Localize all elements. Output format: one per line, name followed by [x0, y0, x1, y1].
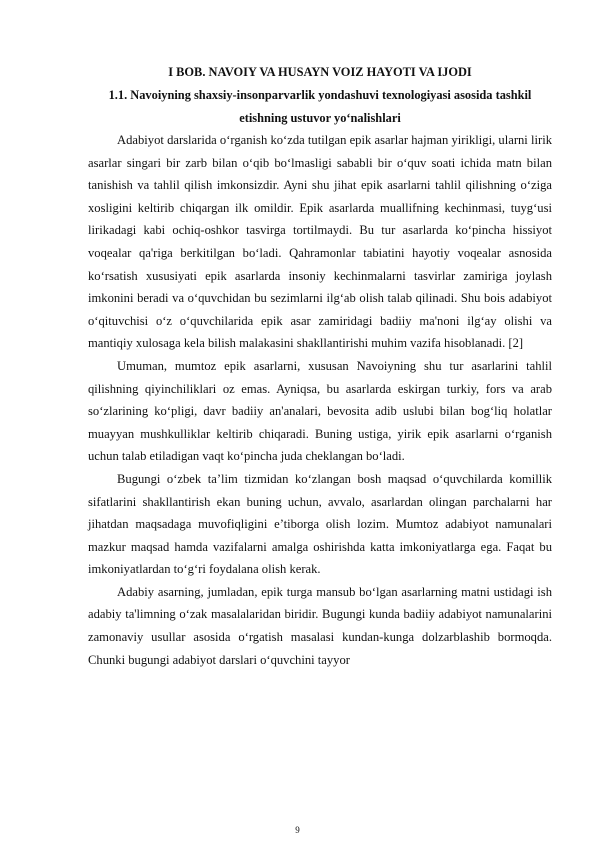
chapter-title: I BOB. NAVOIY VA HUSAYN VOIZ HAYOTI VA IJODI [168, 65, 472, 79]
page-body [88, 60, 552, 671]
section-title: 1.1. Navoiyning shaxsiy-insonparvarlik yondashuvi texnologiyasi asosida tashkil etishning ustuvor yo‘nalishlari [108, 88, 532, 125]
paragraph-1: Adabiyot darslarida o‘rganish ko‘zda tutilgan epik asarlar hajman yirikligi, ularni lirik asarlar singari bir zarb bilan o‘qib bo‘lmasligi sababli bir o‘quv soati ichida matn bilan tanishish va tahlil qilish imkonsizdir. Ayni shu jihat epik asarlarni tahlil qilishning o‘ziga xosligini keltirib chiqargan ilk omildir. Epik asarlarda muallifning kechinmasi, tuyg‘usi lirikadagi kabi ochiq-oshkor tasvirga tortilmaydi. Bu tur asarlarda ko‘pincha hissiyot voqealar qa'riga berkitilgan bo‘ladi. Qahramonlar tabiatini hayotiy voqealar asnosida ko‘rsatish xususiyati epik asarlarda insoniy kechinmalarni tasvirlar zamiriga joylash imkonini beradi va o‘quvchidan bu sezimlarni ilg‘ab olish talab qilinadi. Shu bois adabiyot o‘qituvchisi o‘z o‘quvchilarida epik asar zamiridagi badiiy ma'noni ilg‘ay olishi va mantiqiy xulosaga kela bilish malakasini shakllantirishi muhim vazifa hisoblanadi. [2] [88, 133, 552, 351]
paragraph-3: Bugungi o‘zbek ta’lim tizmidan ko‘zlangan bosh maqsad o‘quvchilarda komillik sifatlarini shakllantirish ekan buning uchun, avvalo, asarlardan olingan parchalarni har jihatdan maqsadaga muvofiqligini e’tiborga olish lozim. Mumtoz adabiyot namunalari mazkur maqsad hamda vazifalarni amalga oshirishda katta imkoniyatlarga ega. Faqat bu imkoniyatlardan to‘g‘ri foydalana olish kerak. [88, 471, 552, 577]
paragraph-2: Umuman, mumtoz epik asarlarni, xususan Navoiyning shu tur asarlarini tahlil qilishning qiyinchiliklari oz emas. Ayniqsa, bu asarlarda eskirgan turkiy, fors va arab so‘zlarining ko‘pligi, davr badiiy an'analari, bevosita adib uslubi bilan bog‘liq holatlar muayyan mushkulliklar keltirib chiqaradi. Buning ustiga, yirik epik asarlarni o‘rganish uchun talab etiladigan vaqt ko‘pincha juda cheklangan bo‘ladi. [88, 358, 552, 464]
paragraph-4: Adabiy asarning, jumladan, epik turga mansub bo‘lgan asarlarning matni ustidagi ish adabiy ta'limning o‘zak masalalaridan biridir. Bugungi kunda badiiy adabiyot namunalarini zamonaviy usullar asosida o‘rgatish masalasi kundan-kunga dolzarblashib bormoqda. Chunki bugungi adabiyot darslari o‘quvchini tayyor [88, 584, 552, 667]
page-number: 9 [295, 825, 300, 835]
